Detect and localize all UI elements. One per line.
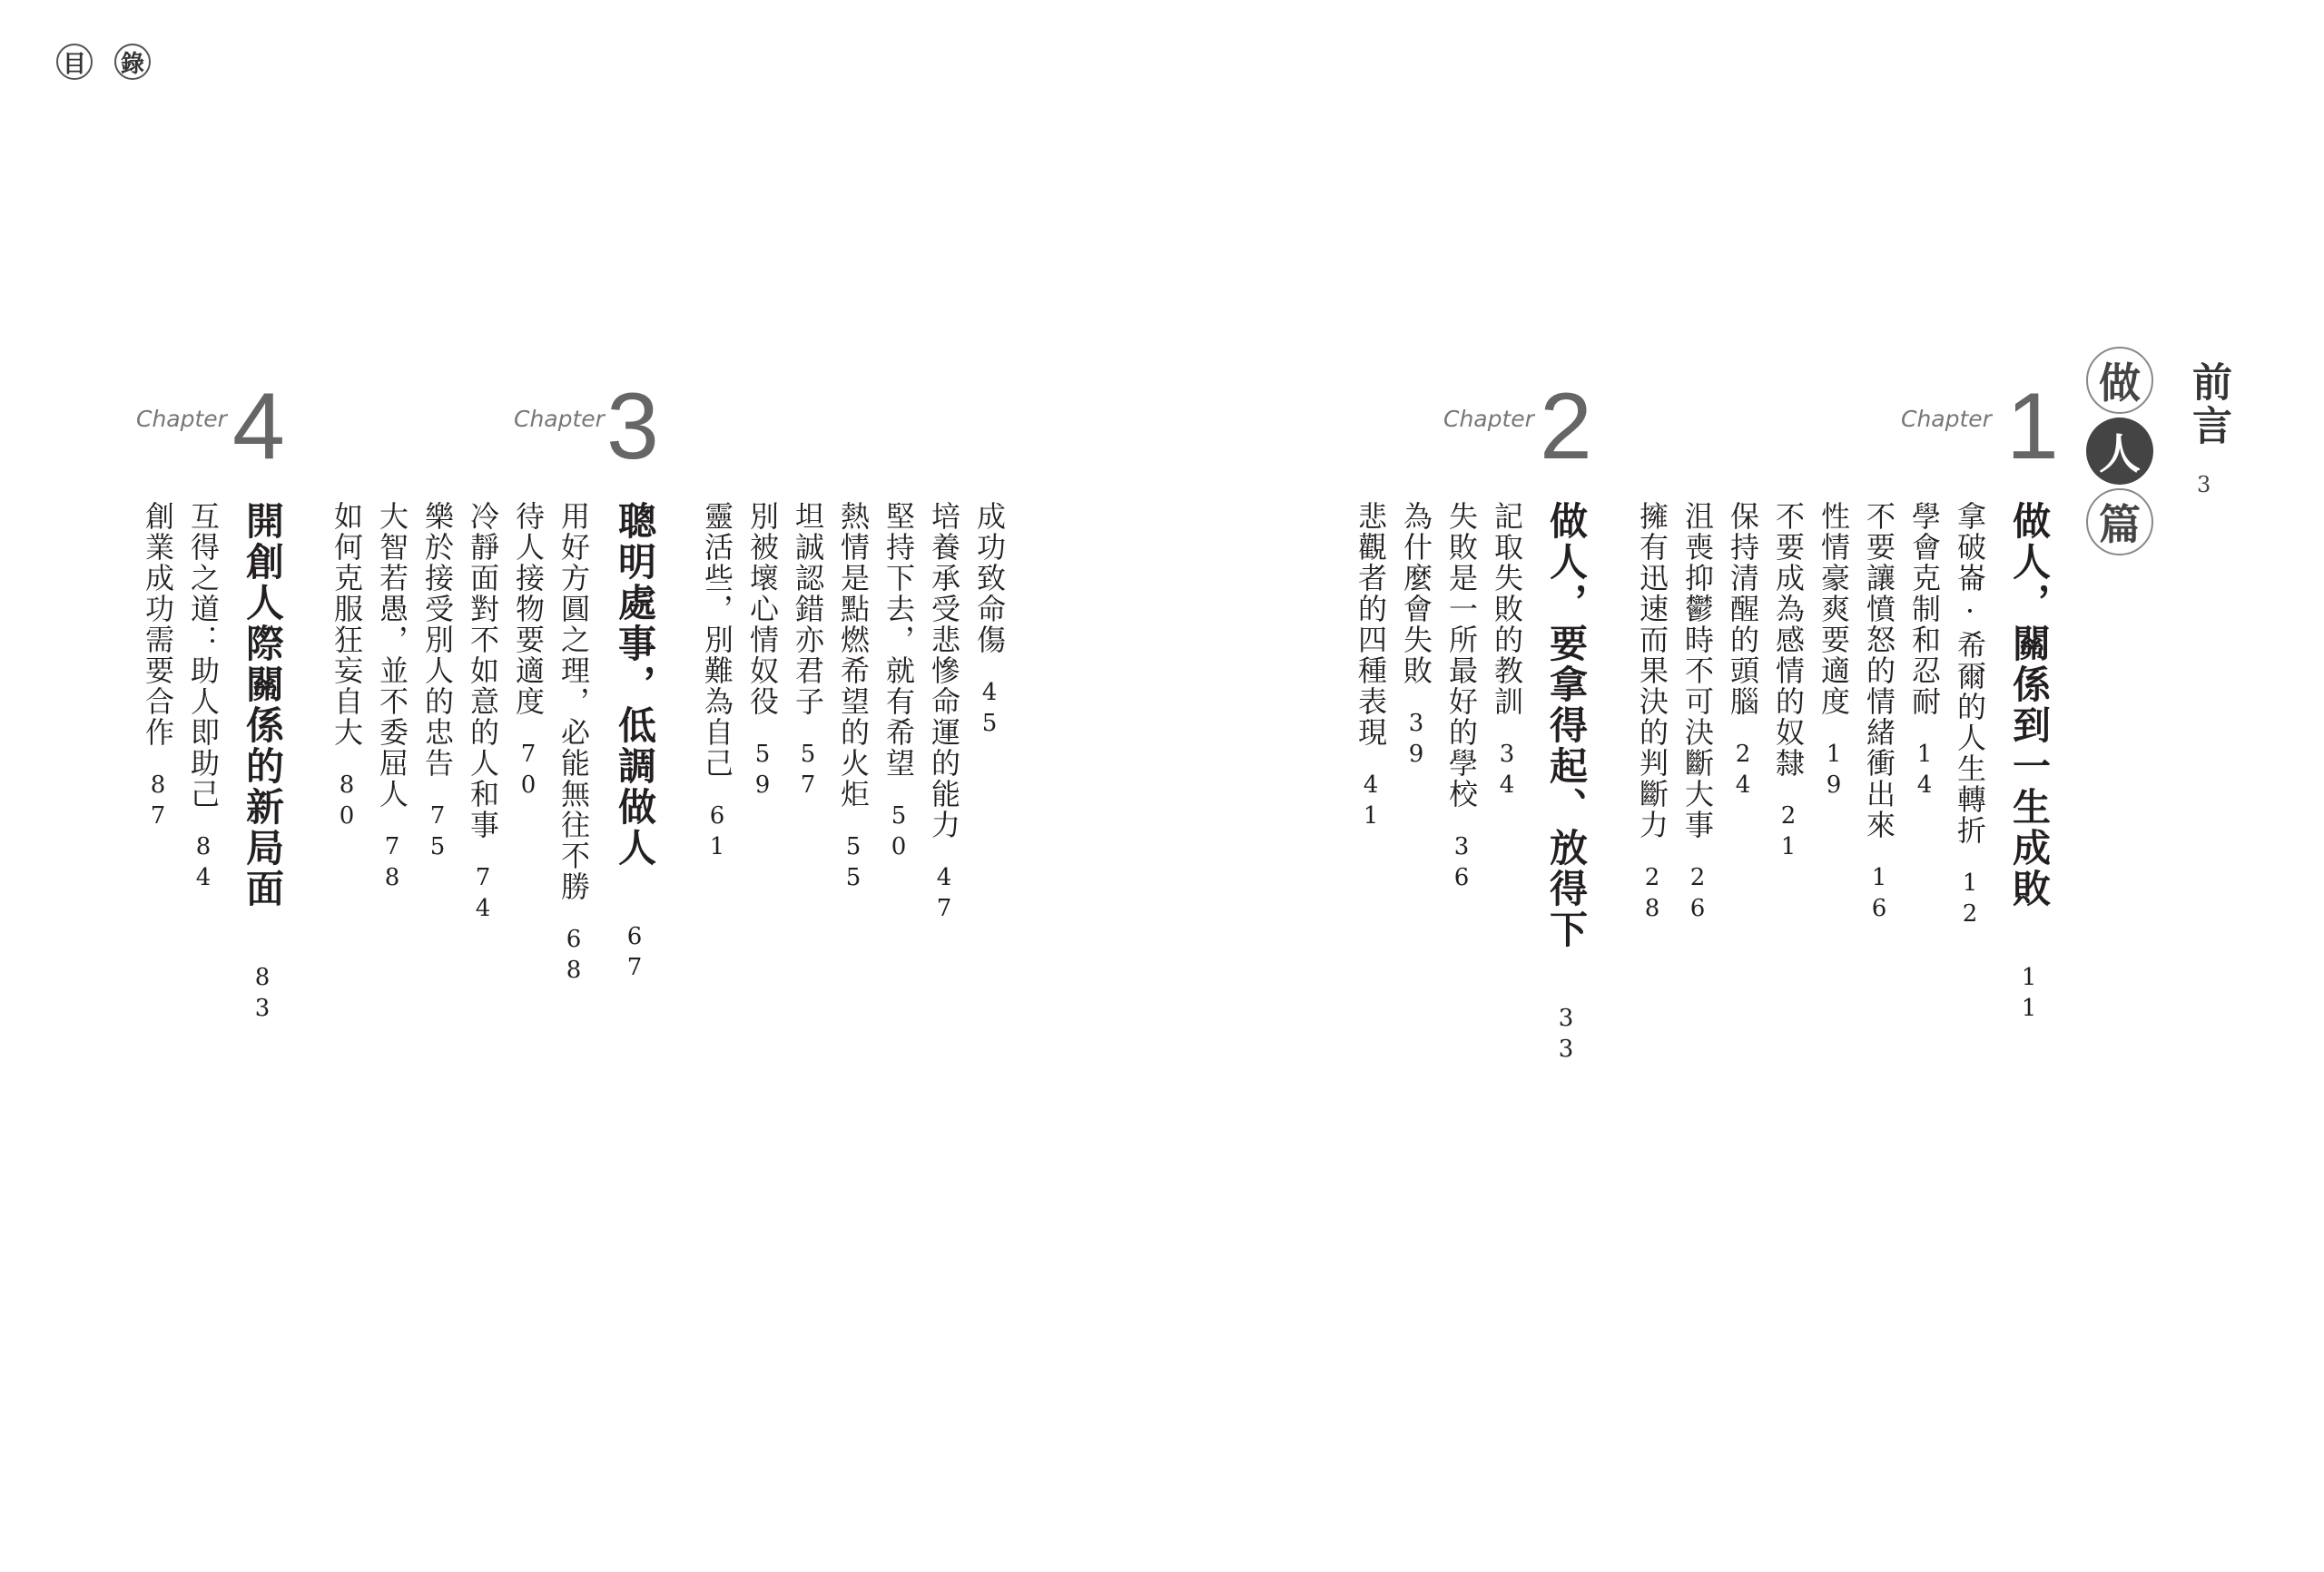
entry-title: 不要讓憤怒的情緒衝出來: [1862, 501, 1896, 840]
toc-entry[interactable]: [1771, 501, 1806, 864]
heading-title: 開創人際關係的新局面: [241, 501, 285, 909]
chapter-heading[interactable]: [1544, 501, 1589, 1066]
chapter-heading[interactable]: [241, 501, 285, 1026]
entry-title: 別被壞心情奴役: [745, 501, 780, 717]
page-number: 12: [1956, 870, 1984, 931]
toc-entry[interactable]: [1399, 501, 1433, 771]
page-number: 24: [1729, 741, 1757, 802]
page-number: 39: [1403, 710, 1430, 771]
toc-entry[interactable]: [1728, 501, 1758, 802]
page-number: 34: [1493, 741, 1521, 802]
chapter-heading[interactable]: [2007, 501, 2052, 1026]
page-number: 78: [379, 833, 406, 895]
toc-entry[interactable]: [330, 501, 364, 833]
entry-title: 冷靜面對不如意的人和事: [466, 501, 500, 840]
entry-title: 保持清醒的頭腦: [1726, 501, 1760, 717]
toc-entry[interactable]: [186, 501, 221, 895]
entry-title: 培養承受悲慘命運的能力: [927, 501, 961, 840]
toc-entry[interactable]: [375, 501, 409, 895]
chapter-label: Chapter: [1901, 406, 1992, 432]
heading-title: 聰明處事，低調做人: [613, 501, 657, 869]
toc-entry[interactable]: [1953, 501, 1987, 931]
toc-entry[interactable]: [511, 501, 546, 802]
page-number: 21: [1775, 802, 1802, 864]
toc-entry[interactable]: [927, 501, 961, 926]
part-char: 篇: [2086, 488, 2153, 555]
entry-title: 性情豪爽要適度: [1817, 501, 1851, 717]
page-number: 19: [1820, 741, 1847, 802]
chapter-number: 3: [606, 374, 659, 479]
entry-title: 記取失敗的教訓: [1490, 501, 1524, 717]
page-number: 67: [621, 923, 648, 985]
toc-entry[interactable]: [420, 501, 455, 864]
toc-char: 目: [56, 44, 93, 80]
toc-entry[interactable]: [1635, 501, 1669, 926]
entry-title: 待人接物要適度: [511, 501, 546, 717]
page-number: 70: [515, 741, 542, 802]
entry-title: 拿破崙·希爾的人生轉折: [1953, 501, 1987, 846]
entry-title: 擁有迅速而果決的判斷力: [1635, 501, 1669, 840]
entry-title: 為什麼會失敗: [1399, 501, 1433, 686]
page-number: 59: [749, 741, 776, 802]
page-number: 28: [1639, 864, 1666, 926]
entry-title: 沮喪抑鬱時不可決斷大事: [1680, 501, 1715, 840]
chapter-label: Chapter: [514, 406, 605, 432]
entry-title: 靈活些，別難為自己: [700, 501, 734, 779]
page-number: 74: [469, 864, 497, 926]
toc-entry[interactable]: [466, 501, 500, 926]
page-number: 47: [931, 864, 958, 926]
entry-title: 堅持下去，就有希望: [881, 501, 916, 779]
toc-entry[interactable]: [881, 501, 916, 864]
page-number: 75: [424, 802, 451, 864]
page-number: 33: [1552, 1005, 1580, 1066]
entry-title: 坦誠認錯亦君子: [791, 501, 825, 717]
preface-page: 3: [2197, 472, 2211, 497]
entry-title: 熱情是點燃希望的火炬: [836, 501, 871, 810]
toc-entry[interactable]: [745, 501, 780, 802]
entry-title: 互得之道：助人即助己: [186, 501, 221, 810]
chapter-number: 1: [2006, 374, 2059, 479]
page-number: 36: [1448, 833, 1475, 895]
entry-title: 創業成功需要合作: [141, 501, 175, 748]
page-number: 68: [560, 926, 587, 987]
page-number: 41: [1357, 771, 1384, 833]
toc-char: 錄: [114, 44, 151, 80]
toc-label: [56, 44, 151, 80]
toc-entry[interactable]: [700, 501, 734, 864]
page-number: 50: [885, 802, 912, 864]
toc-entry[interactable]: [1862, 501, 1896, 926]
heading-title: 做人，要拿得起、放得下: [1544, 501, 1589, 950]
chapter-heading[interactable]: [613, 501, 657, 985]
page-number: 80: [333, 771, 360, 833]
page-number: 26: [1684, 864, 1711, 926]
entry-title: 大智若愚，並不委屈人: [375, 501, 409, 810]
entry-title: 如何克服狂妄自大: [330, 501, 364, 748]
chapter-label: Chapter: [1443, 406, 1534, 432]
page-number: 45: [976, 679, 1003, 741]
heading-title: 做人，關係到一生成敗: [2007, 501, 2052, 909]
toc-entry[interactable]: [141, 501, 175, 833]
toc-entry[interactable]: [836, 501, 871, 895]
entry-title: 用好方圓之理，必能無往不勝: [556, 501, 591, 902]
toc-entry[interactable]: [1444, 501, 1479, 895]
chapter-number: 2: [1540, 374, 1592, 479]
entry-title: 成功致命傷: [972, 501, 1007, 655]
page-number: 87: [144, 771, 172, 833]
toc-entry[interactable]: [1490, 501, 1524, 802]
page-number: 55: [840, 833, 867, 895]
chapter-number: 4: [232, 374, 285, 479]
entry-title: 失敗是一所最好的學校: [1444, 501, 1479, 810]
part-char: 人: [2086, 418, 2153, 485]
entry-title: 不要成為感情的奴隸: [1771, 501, 1806, 779]
toc-entry[interactable]: [556, 501, 591, 987]
chapter-label: Chapter: [136, 406, 227, 432]
toc-entry[interactable]: [1907, 501, 1942, 802]
page-number: 57: [794, 741, 822, 802]
toc-entry[interactable]: [791, 501, 825, 802]
toc-entry[interactable]: [1817, 501, 1851, 802]
page-number: 61: [704, 802, 731, 864]
preface-title[interactable]: 前言: [2185, 361, 2231, 448]
page-number: 14: [1911, 741, 1938, 802]
page-number: 84: [190, 833, 217, 895]
toc-entry[interactable]: [1354, 501, 1388, 833]
page-number: 11: [2015, 964, 2043, 1026]
toc-entry[interactable]: [1680, 501, 1715, 926]
part-char: 做: [2086, 347, 2153, 414]
toc-entry[interactable]: [972, 501, 1007, 741]
entry-title: 樂於接受別人的忠告: [420, 501, 455, 779]
page-number: 83: [249, 964, 276, 1026]
entry-title: 學會克制和忍耐: [1907, 501, 1942, 717]
page-number: 16: [1866, 864, 1893, 926]
entry-title: 悲觀者的四種表現: [1354, 501, 1388, 748]
